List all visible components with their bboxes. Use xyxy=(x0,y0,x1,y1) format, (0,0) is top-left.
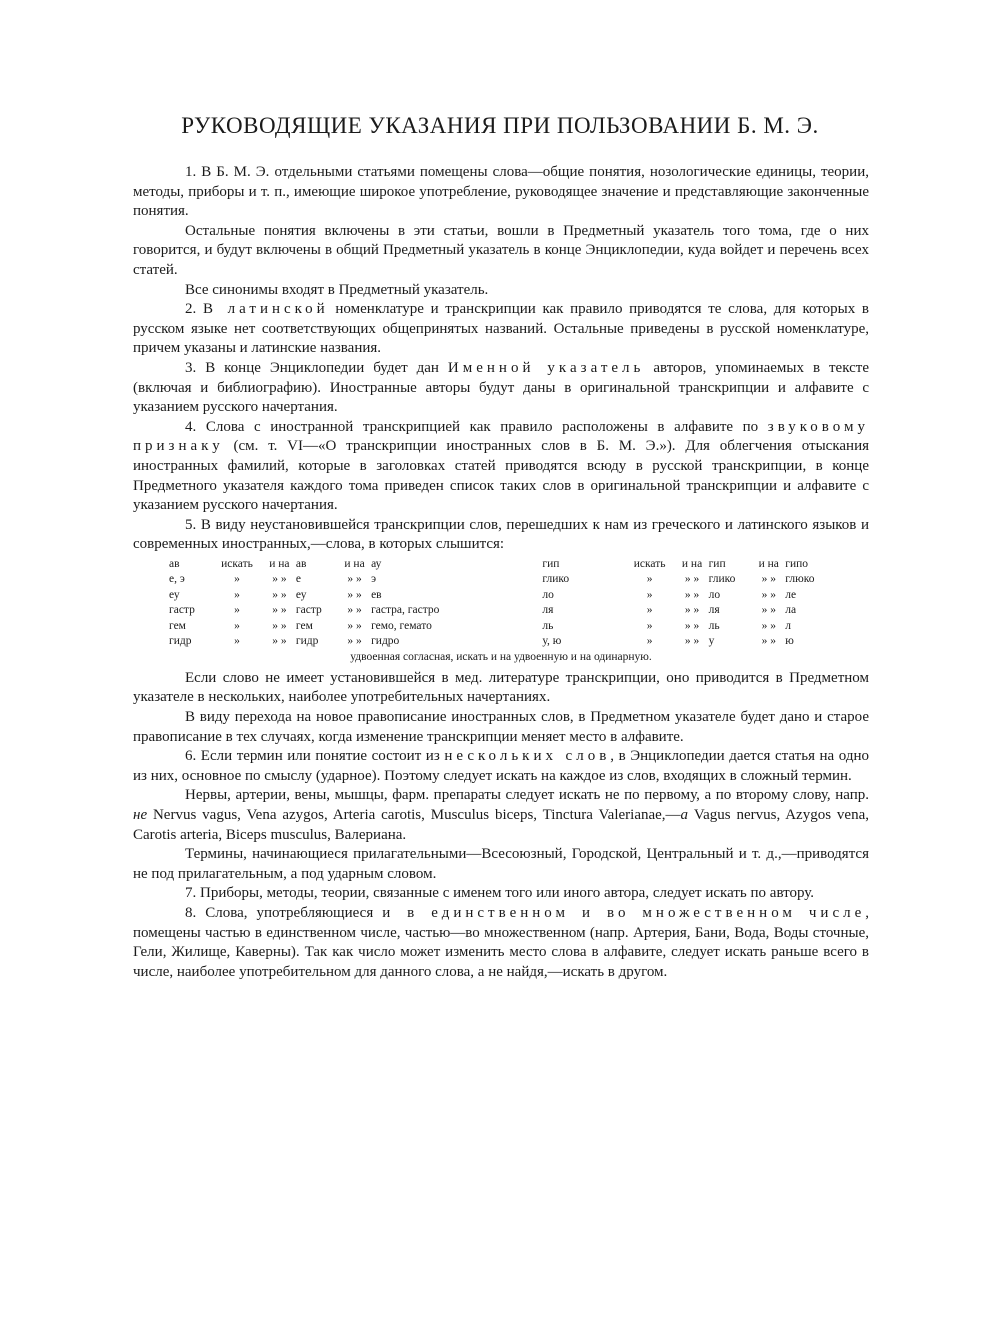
table-cell: » » xyxy=(347,573,362,586)
text-segment: В виду перехода на новое правописание иностранных слов, в Предметном указателе будет дано и старое правописание в тех случаях, когда изменение транскрипции меняет место в алфавите. xyxy=(133,709,869,745)
table-cell: » xyxy=(646,604,653,617)
paragraphs-before-table xyxy=(133,163,869,555)
text-segment: 4. Слова с иностранной транскрипцией как правило расположены в алфавите по xyxy=(185,418,768,435)
paragraph xyxy=(133,884,869,904)
text-segment: номенклатуре и транскрипции как правило приводятся те слова, для которых в русском языке нет соответствующих общепринятых названий. Остальные приведены в русской номенклатуре, причем указаны и латинские названия. xyxy=(133,301,869,357)
paragraph xyxy=(133,222,869,281)
table-cell: и на xyxy=(681,557,703,570)
table-cell: л xyxy=(785,619,792,632)
table-cell: » » xyxy=(684,604,700,617)
table-row xyxy=(169,603,833,619)
paragraph xyxy=(133,708,869,747)
text-segment: авторов, упоминаемых в тексте (включая и библиографию). Иностранные авторы будут даны в оригинальной транскрипции и алфавите с указанием русского начертания. xyxy=(133,359,869,416)
table-cell: гипо xyxy=(785,557,809,570)
table-cell: » » xyxy=(272,588,287,601)
table-cell: гем xyxy=(295,619,313,632)
table-cell: » » xyxy=(347,588,362,601)
table-cell: и на xyxy=(344,557,365,570)
table-cell: » xyxy=(646,635,653,648)
table-cell: ау xyxy=(371,557,382,570)
table-cell: глико xyxy=(708,573,736,586)
text-segment: Nervus vagus, Vena azygos, Arteria carotis, Musculus biceps, Tinctura Valerianae,— xyxy=(147,807,681,824)
paragraph xyxy=(133,845,869,884)
emphasized-text: нескольких слов xyxy=(444,748,611,765)
table-cell: гастр xyxy=(295,604,322,617)
table-cell: ле xyxy=(785,588,797,601)
table-cell: гидр xyxy=(169,635,192,648)
table-cell: у xyxy=(708,635,715,648)
text-segment: Все синонимы входят в Предметный указатель. xyxy=(185,281,489,298)
table-row xyxy=(169,619,833,635)
paragraph xyxy=(133,516,869,555)
paragraph xyxy=(133,669,869,708)
text-segment: Если слово не имеет установившейся в мед. литературе транскрипции, оно приводится в Предметном указателе в нескольких, наиболее употребительных начертаниях. xyxy=(133,669,869,706)
table-cell: еу xyxy=(169,588,180,601)
table-cell: ло xyxy=(708,588,721,601)
table-cell: искать xyxy=(633,557,666,570)
text-segment: Термины, начинающиеся прилагательными—Всесоюзный, Городской, Центральный и т. д.,—приводятся не под прилагательным, а под ударным словом. xyxy=(133,846,869,882)
italic-text: не xyxy=(133,807,148,824)
table-cell: » » xyxy=(684,573,700,586)
table-cell: гип xyxy=(542,557,560,570)
table-cell: глико xyxy=(542,573,570,586)
table-cell: » » xyxy=(684,635,700,648)
paragraph xyxy=(133,300,869,359)
table-cell: » xyxy=(234,635,240,648)
table-cell: е, э xyxy=(169,573,185,586)
table-cell: еу xyxy=(295,588,307,601)
table-cell: э xyxy=(371,573,377,586)
table-cell: гем xyxy=(169,619,186,632)
table-cell: ль xyxy=(542,619,554,632)
page-title: РУКОВОДЯЩИЕ УКАЗАНИЯ ПРИ ПОЛЬЗОВАНИИ Б. М. Э. xyxy=(181,113,819,138)
text-segment: 5. В виду неустановившейся транскрипции слов, перешедших к нам из греческого и латинского языков и современных иностранных,—слова, в которых слышится: xyxy=(133,516,869,553)
paragraph xyxy=(133,747,869,786)
table-cell: ев xyxy=(371,588,382,601)
paragraph xyxy=(133,904,869,982)
table-cell: » » xyxy=(272,635,287,648)
table-cell: » » xyxy=(761,619,776,632)
table-row xyxy=(169,572,833,588)
table-cell: » » xyxy=(761,573,776,586)
text-segment: (см. т. VI—«О транскрипции иностранных слов в Б. М. Э.»). Для облегчения отыскания иностранных фамилий, которые в заголовках статей приводятся всюду в русской транскрипции, в конце Предметного указателя каждого тома приведен список таких слов в оригинальной транскрипции и алфавите с указанием русского начертания. xyxy=(133,438,869,514)
text-segment: 1. В Б. М. Э. отдельными статьями помещены слова—общие понятия, нозологические единицы, теории, методы, приборы и т. п., имеющие широкое употребление, руководящее значение и представляющие законченные понятия. xyxy=(133,164,869,220)
table-cell: » xyxy=(234,573,240,586)
document-body xyxy=(133,163,869,982)
table-cell: ла xyxy=(785,604,797,617)
table-cell: ав xyxy=(169,557,180,570)
table-cell: ло xyxy=(542,588,554,601)
table-cell: гидр xyxy=(295,635,319,648)
paragraph xyxy=(133,418,869,516)
text-segment: 2. xyxy=(185,301,203,318)
table-cell: гастр xyxy=(169,604,195,617)
table-cell: ю xyxy=(785,635,794,648)
table-cell: » » xyxy=(272,619,287,632)
table-cell: » » xyxy=(761,635,776,648)
table-cell: глюко xyxy=(785,573,815,586)
paragraph xyxy=(133,786,869,845)
table-row xyxy=(169,557,833,573)
text-segment: 7. Приборы, методы, теории, связанные с именем того или иного автора, следует искать по автору. xyxy=(185,885,815,902)
table-cell: » » xyxy=(761,588,776,601)
text-segment: , в Энциклопедии дается статья на одно из них, основное по смыслу (ударное). Поэтому следует искать на каждое из слов, входящих в сложный термин. xyxy=(133,748,869,784)
table-cell: » » xyxy=(684,619,700,632)
table-cell: ля xyxy=(542,604,554,617)
table-row xyxy=(169,588,833,604)
table-cell: » » xyxy=(347,635,362,648)
text-segment: , помещены частью в единственном числе, частью—во множественном (напр. Артерия, Бани, Вода, Воды сточные, Гели, Жилище, Каверны). Так как число может изменить место слова в алфавите, следует искать раньше всего в числе, наиболее употребительном для данного слова, а не найдя,—искать в другом. xyxy=(133,905,869,980)
table-cell: » xyxy=(234,588,240,601)
italic-text: а xyxy=(680,807,689,824)
emphasized-text: Именной указатель xyxy=(447,359,645,376)
table-cell: е xyxy=(295,573,302,586)
table-cell: » » xyxy=(761,604,776,617)
table-cell: » xyxy=(646,588,653,601)
table-cell: искать xyxy=(221,557,253,570)
emphasized-text: В латинской xyxy=(202,301,329,318)
text-segment: 6. Если термин или понятие состоит из xyxy=(185,748,445,765)
table-cell: » » xyxy=(272,604,287,617)
table-cell: у, ю xyxy=(542,635,562,648)
table-cell: гастра, гастро xyxy=(371,604,440,617)
table-note: удвоенная согласная, искать и на удвоенную и на одинарную. xyxy=(350,650,652,663)
text-segment: Нервы, артерии, вены, мышцы, фарм. препараты следует искать не по первому, а по второму слову, напр. xyxy=(185,787,869,804)
table-cell: гидро xyxy=(371,635,400,648)
table-cell: ля xyxy=(708,604,720,617)
table-cell: гемо, гемато xyxy=(371,619,432,632)
text-segment: 3. В конце Энциклопедии будет дан xyxy=(185,359,448,376)
table-cell: » xyxy=(646,573,653,586)
table-cell: » » xyxy=(684,588,700,601)
table-cell: гип xyxy=(708,557,726,570)
emphasized-text: звуковому признаку xyxy=(133,418,869,455)
transcription-table xyxy=(169,557,833,650)
paragraph xyxy=(133,163,869,222)
table-cell: » » xyxy=(272,573,287,586)
table-cell: и на xyxy=(758,557,779,570)
table-row xyxy=(169,634,833,650)
table-cell: » xyxy=(234,619,240,632)
text-segment: Остальные понятия включены в эти статьи, вошли в Предметный указатель того тома, где о них говорится, и будут включены в общий Предметный указатель в конце Энциклопедии, куда войдет и перечень всех статей. xyxy=(133,222,869,278)
paragraphs-after-table xyxy=(133,669,869,983)
table-cell: ав xyxy=(295,557,307,570)
table-cell: » » xyxy=(347,604,362,617)
table-cell: » xyxy=(646,619,653,632)
text-segment: Vagus nervus, Azygos vena, Carotis arteria, Biceps musculus, Валериана. xyxy=(133,807,869,843)
text-segment: 8. Слова, употребляющиеся xyxy=(185,905,383,921)
table-cell: » » xyxy=(347,619,362,632)
table-cell: ль xyxy=(708,619,720,632)
emphasized-text: и в единственном и во множественном числе xyxy=(382,905,866,921)
paragraph xyxy=(133,359,869,418)
table-cell: » xyxy=(234,604,240,617)
table-cell: и на xyxy=(269,557,290,570)
paragraph xyxy=(133,281,869,301)
